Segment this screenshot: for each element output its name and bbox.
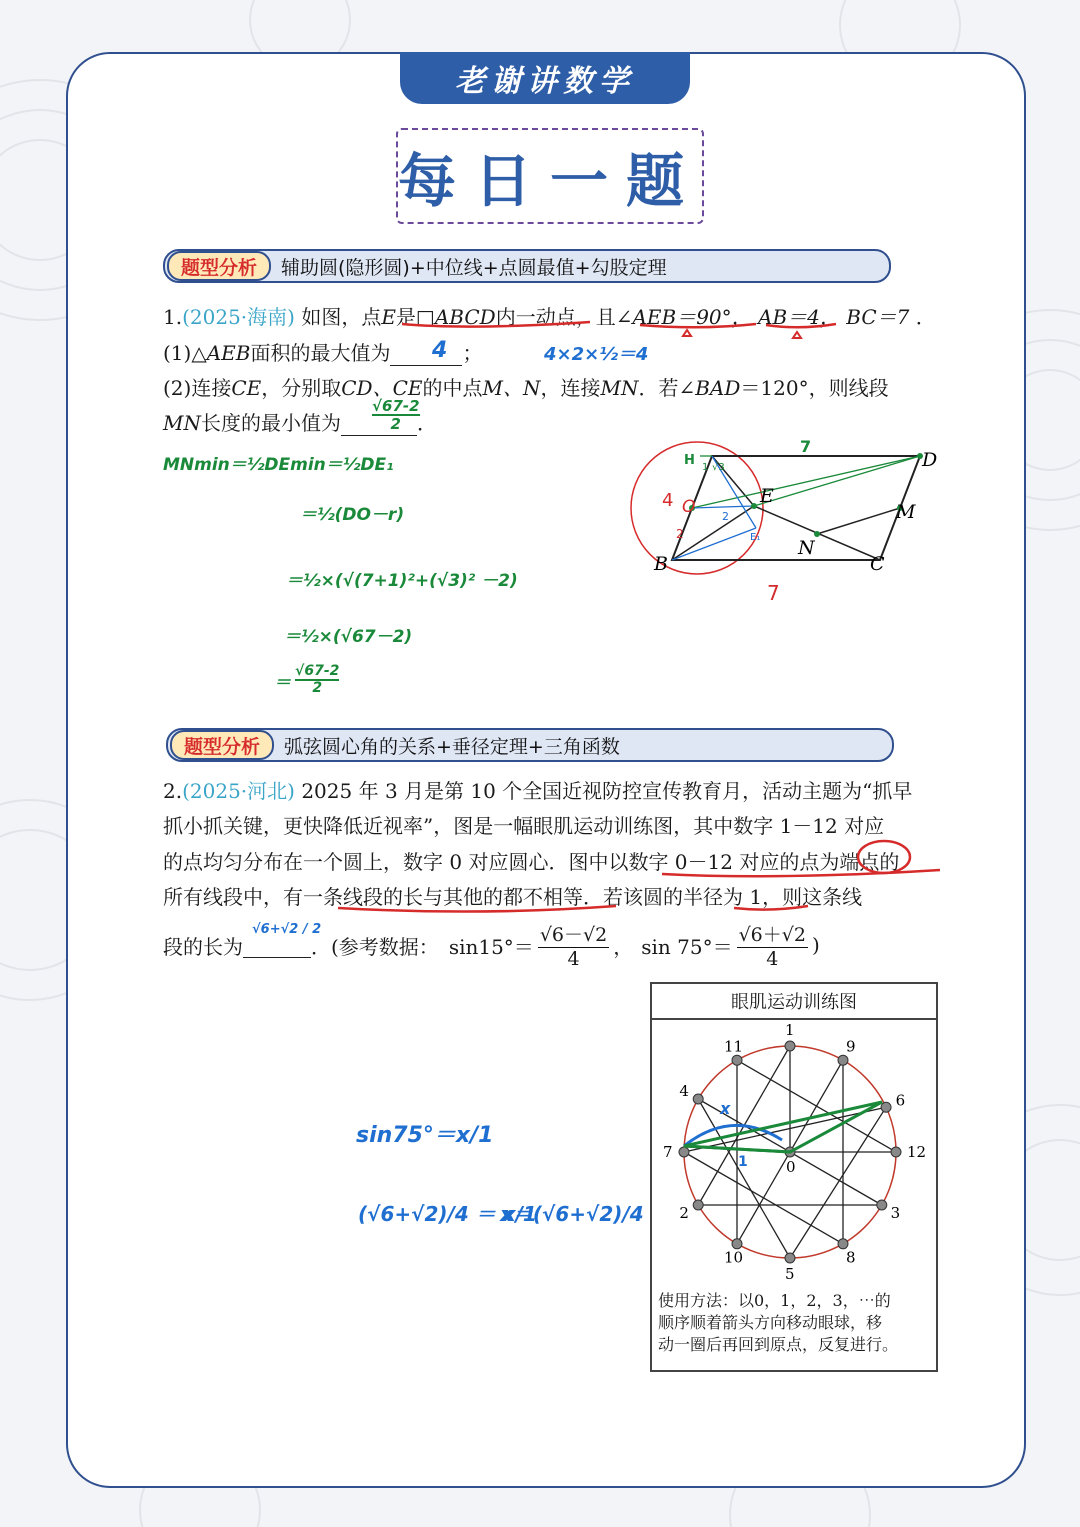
- problem1-text: ．: [915, 305, 936, 329]
- eye-label-5: 5: [785, 1265, 795, 1283]
- label-c: C: [870, 553, 885, 575]
- problem1-source: (2025·海南): [182, 305, 295, 329]
- handwritten-calc-1: 4×2×½＝4: [544, 344, 649, 365]
- label-1: 1: [702, 462, 709, 473]
- section-text-1: 辅助圆(隐形圆)+中位线+点圆最值+勾股定理: [281, 256, 667, 279]
- label-n: N: [798, 537, 815, 559]
- step-5-numerator: √67-2: [295, 663, 340, 679]
- handwritten-eq-3: x＝(√6+√2)/4: [500, 1202, 644, 1226]
- sin75-label: sin 75°＝: [641, 934, 733, 959]
- solution-step-3: ＝½×(√(7+1)²+(√3)² －2): [286, 571, 518, 591]
- handwritten-eq-2: (√6+√2)/4 ＝ x/1: [358, 1202, 537, 1226]
- section-tag-1: 题型分析: [167, 251, 271, 281]
- label-h: H: [684, 453, 695, 468]
- usage-line-2: 顺序顺着箭头方向移动眼球，移: [658, 1313, 883, 1332]
- q2-text: BAD: [695, 376, 741, 400]
- eye-label-4: 4: [679, 1082, 689, 1100]
- handwritten-answer-3: √6+√2 / 2: [252, 922, 322, 937]
- q2-text: 长度的最小值为: [200, 411, 341, 435]
- q1-text: AEB: [206, 341, 251, 365]
- q2-text: ．: [416, 411, 437, 435]
- bc-condition: BC＝7: [846, 305, 910, 329]
- eye-label-9: 9: [846, 1037, 856, 1056]
- problem1-number: 1.: [163, 305, 183, 329]
- problem1-text: 内一动点，且: [495, 305, 616, 329]
- problem2-text: 2025 年 3 月是第 10 个全国近视防控宣传教育月，活动主题为“抓早: [301, 779, 913, 803]
- eye-node-7: [679, 1147, 689, 1157]
- eye-node-10: [732, 1239, 742, 1249]
- eye-node-5: [785, 1253, 795, 1263]
- section-tag-2: 题型分析: [170, 730, 274, 760]
- sin15-denominator: 4: [567, 948, 580, 970]
- q2-text: ．若∠: [638, 376, 696, 400]
- step-5-denominator: 2: [312, 680, 323, 696]
- problem2-number: 2.: [163, 779, 183, 803]
- eye-label-6: 6: [895, 1091, 906, 1110]
- problem1-text: 是□: [395, 305, 435, 329]
- label-e: E: [760, 485, 774, 507]
- problem1-text: 如图，点: [301, 305, 382, 329]
- handwritten-1-label: 1: [738, 1154, 748, 1170]
- label-m: M: [896, 501, 916, 523]
- eye-label-8: 8: [846, 1248, 856, 1267]
- q1-text: (1)△: [163, 341, 207, 365]
- ab-condition: AB＝4，: [758, 305, 840, 329]
- label-4: 4: [662, 490, 674, 511]
- equals-sign: ＝: [274, 672, 291, 693]
- eye-chart-segment: [698, 1099, 790, 1258]
- eye-chart-usage: [658, 1290, 932, 1356]
- eye-chart-title: 眼肌运动训练图: [652, 984, 936, 1020]
- q2-text: 的中点: [422, 376, 483, 400]
- usage-line-1: 使用方法：以0，1，2，3，⋯的: [658, 1291, 891, 1310]
- eye-training-chart: [650, 982, 938, 1372]
- label-d: D: [922, 449, 938, 471]
- label-radius-2: 2: [676, 527, 684, 541]
- q2-text: CE: [231, 376, 262, 400]
- label-r-2: 2: [722, 510, 729, 523]
- angle-condition: ∠AEB＝90°，: [615, 305, 752, 329]
- usage-line-3: 动一圈后再回到原点，反复进行。: [658, 1335, 899, 1354]
- section-text-2: 弧弦圆心角的关系+垂径定理+三角函数: [284, 735, 620, 758]
- eye-label-2: 2: [679, 1204, 689, 1222]
- label-top-7: 7: [800, 437, 812, 456]
- eye-node-9: [838, 1055, 848, 1065]
- answer-2-numerator: √67-2: [372, 397, 420, 415]
- q2-text: ＝120°，则线段: [740, 376, 889, 400]
- red-underline: [338, 906, 616, 912]
- eye-chart-segment: [790, 1107, 886, 1258]
- solution-step-1: MNmin＝½DEmin＝½DE₁: [163, 455, 394, 475]
- q2-text: ，连接: [540, 376, 601, 400]
- close-paren: ): [811, 933, 820, 957]
- q2-text: MN: [600, 376, 639, 400]
- handwritten-x-label: x: [720, 1099, 731, 1118]
- problem2-line3: 的点均匀分布在一个圆上，数字 0 对应圆心．图中以数字 0－12 对应的点为端点的: [163, 850, 900, 874]
- eye-node-4: [693, 1094, 703, 1104]
- handwritten-answer-1: 4: [432, 338, 448, 363]
- red-underline: [734, 906, 808, 910]
- eye-label-12: 12: [907, 1143, 927, 1161]
- label-e1: E₁: [750, 532, 761, 543]
- q1-text: 面积的最大值为: [250, 341, 391, 365]
- eye-label-1: 1: [785, 1021, 795, 1039]
- eye-node-6: [881, 1102, 891, 1112]
- parallelogram-label: ABCD: [434, 305, 496, 329]
- label-bottom-7: 7: [767, 581, 780, 605]
- answer-2-denominator: 2: [390, 415, 401, 433]
- sin15-numerator: √6－√2: [538, 920, 609, 948]
- q2-text: (2)连接: [163, 376, 232, 400]
- problem2-line4: 所有线段中，有一条线段的长与其他的都不相等．若该圆的半径为 1，则这条线: [163, 885, 863, 909]
- eye-label-3: 3: [890, 1204, 901, 1222]
- eye-node-8: [838, 1239, 848, 1249]
- q2-text: M、N: [482, 376, 541, 400]
- solution-step-2: ＝½(DO－r): [300, 505, 405, 525]
- sin15-label: sin15°＝: [448, 934, 534, 959]
- problem2-line2: 抓小抓关键，更快降低近视率”，图是一幅眼肌运动训练图，其中数字 1－12 对应: [163, 814, 885, 838]
- problem2-source: (2025·河北): [182, 779, 295, 803]
- eye-label-11: 11: [724, 1037, 744, 1056]
- label-sqrt3: √3: [712, 462, 725, 473]
- q1-text: ；: [462, 341, 483, 365]
- sin75-denominator: 4: [766, 948, 779, 970]
- red-circle: [858, 841, 910, 873]
- label-b: B: [654, 553, 668, 575]
- solution-step-4: ＝½×(√67－2): [284, 627, 413, 647]
- eye-node-3: [877, 1200, 887, 1210]
- label-o: O: [682, 497, 696, 517]
- eye-node-1: [785, 1041, 795, 1051]
- eye-node-2: [693, 1200, 703, 1210]
- eye-label-10: 10: [724, 1248, 744, 1267]
- q2-text: ，分别取: [261, 376, 342, 400]
- page-title: 每日一题: [396, 128, 704, 224]
- eye-label-7: 7: [663, 1143, 673, 1161]
- eye-node-12: [891, 1147, 901, 1157]
- eye-chart-diagram: [652, 1018, 936, 1288]
- brand-tab: 老谢讲数学: [400, 52, 690, 104]
- eye-node-11: [732, 1055, 742, 1065]
- sin75-numerator: √6＋√2: [737, 920, 808, 948]
- problem2-text: 段的长为: [163, 934, 243, 959]
- problem2-text: ．(参考数据：: [311, 934, 439, 959]
- comma: ，: [613, 934, 634, 959]
- q2-text: MN: [163, 411, 201, 435]
- point-e-label: E: [381, 305, 396, 329]
- eye-label-0: 0: [786, 1158, 796, 1176]
- handwritten-eq-1: sin75°＝x/1: [356, 1123, 494, 1148]
- q2-text: CD、CE: [341, 376, 423, 400]
